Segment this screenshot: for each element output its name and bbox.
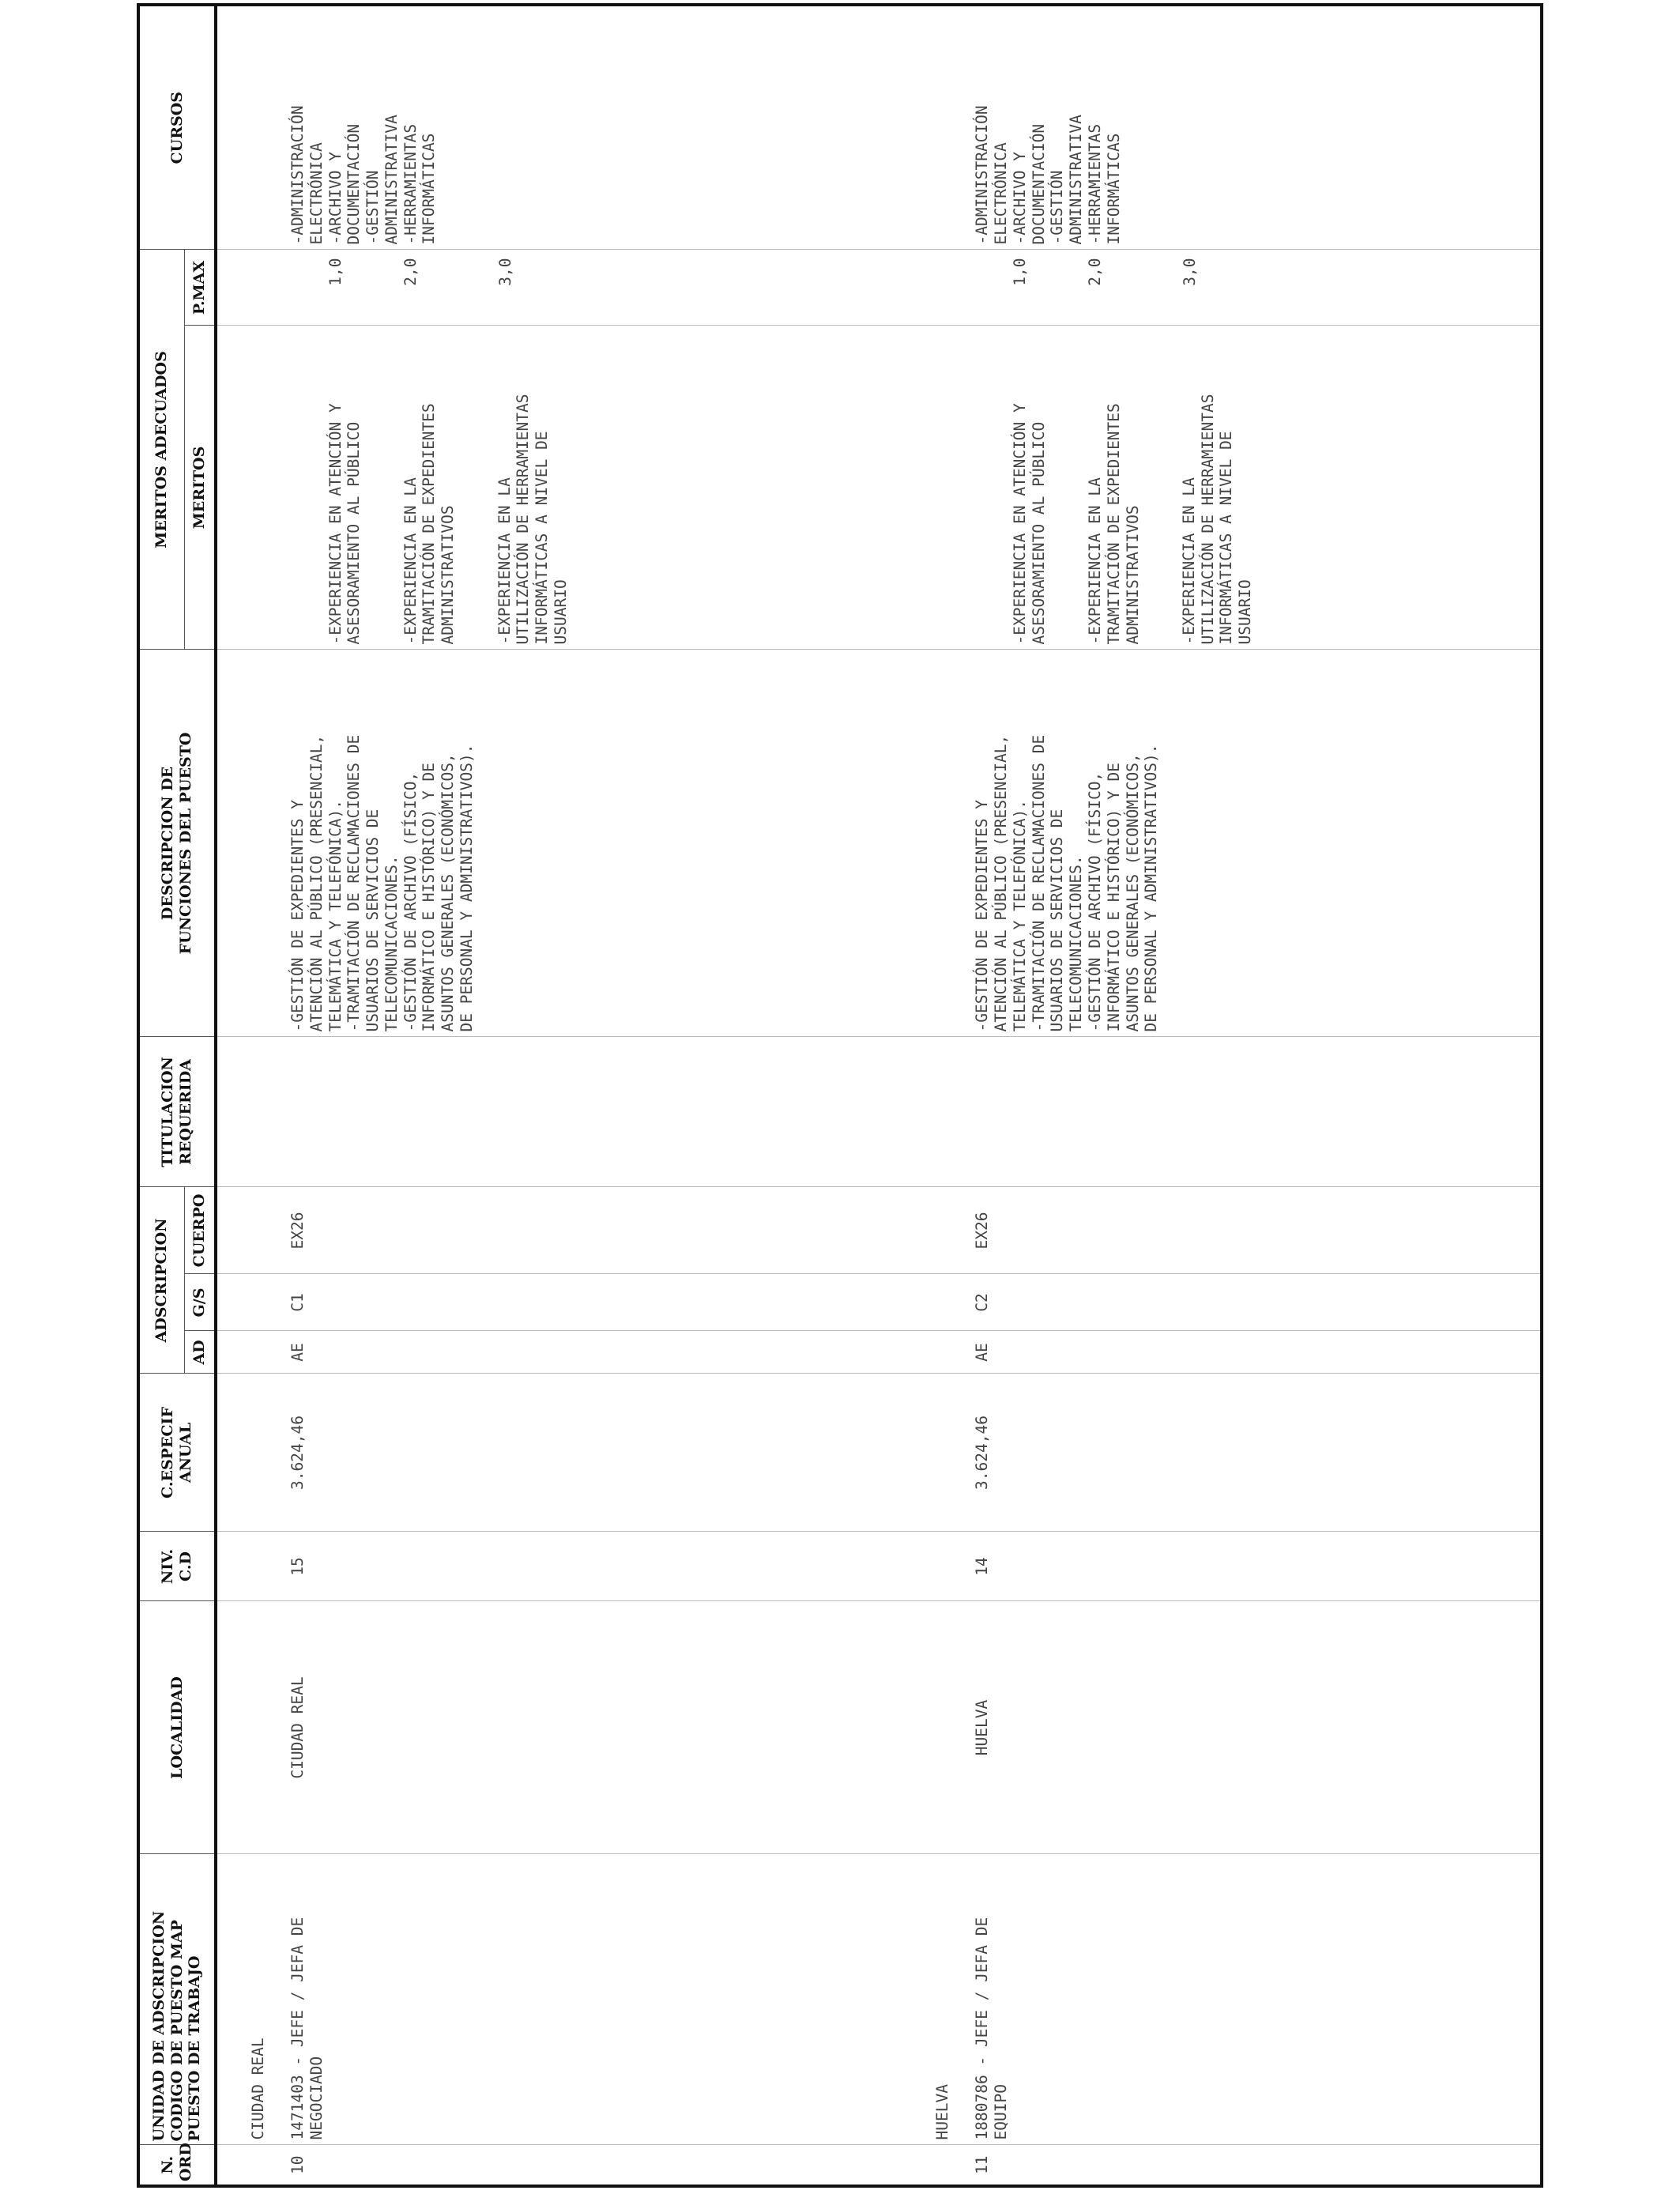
ad-cell: AE [268,1331,854,1374]
unit-name: HUELVA [854,1854,952,2145]
pmax-value: 3,0 [1180,258,1199,286]
meritos-cell [268,326,854,650]
c-especif-cell: 3.624,46 [268,1374,854,1532]
positions-table [137,3,1543,2188]
header-localidad: LOCALIDAD [138,1601,216,1854]
descripcion-cell: -GESTIÓN DE EXPEDIENTES Y ATENCIÓN AL PÚBLICO (PRESENCIAL, TELEMÁTICA Y TELEFÓNICA). -TRAMITACIÓN DE RECLAMACIONES DE USUARIOS DE SERVICIOS DE TELECOMUNICACIONES. -GESTIÓN DE ARCHIVO (FÍSICO, INFORMÁTICO E HISTÓRICO) Y DE ASUNTOS GENERALES (ECONÓMICOS, DE PERSONAL Y ADMINISTRATIVOS). [952,650,1539,1037]
localidad-cell: HUELVA [952,1601,1539,1854]
unit-row [854,5,952,2186]
merito-item: -EXPERIENCIA EN ATENCIÓN Y ASESORAMIENTO AL PÚBLICO [326,403,363,645]
header-cursos: CURSOS [138,5,216,250]
merito-item: -EXPERIENCIA EN LA UTILIZACIÓN DE HERRAMIENTAS INFORMÁTICAS A NIVEL DE USUARIO [1179,394,1255,645]
pmax-value: 1,0 [326,258,345,286]
cursos-cell: -ADMINISTRACIÓN ELECTRÓNICA -ARCHIVO Y DOCUMENTACIÓN -GESTIÓN ADMINISTRATIVA -HERRAMIENTAS INFORMÁTICAS [268,5,854,250]
cursos-cell: -ADMINISTRACIÓN ELECTRÓNICA -ARCHIVO Y DOCUMENTACIÓN -GESTIÓN ADMINISTRATIVA -HERRAMIENTAS INFORMÁTICAS [952,5,1539,250]
header-descripcion: DESCRIPCION DE FUNCIONES DEL PUESTO [138,650,216,1037]
table-row [952,5,1539,2186]
header-meritos-adecuados: MERITOS ADECUADOS [138,250,184,650]
header-titulacion: TITULACION REQUERIDA [138,1037,216,1187]
header-n-ord: N. ORD [138,2145,216,2186]
cuerpo-cell: EX26 [268,1187,854,1274]
merito-item: -EXPERIENCIA EN ATENCIÓN Y ASESORAMIENTO AL PÚBLICO [1010,403,1048,645]
merito-item: -EXPERIENCIA EN LA TRAMITACIÓN DE EXPEDIENTES ADMINISTRATIVOS [401,403,458,645]
gs-cell: C1 [268,1274,854,1331]
merito-item: -EXPERIENCIA EN LA TRAMITACIÓN DE EXPEDIENTES ADMINISTRATIVOS [1085,403,1142,645]
pmax-value: 1,0 [1010,258,1029,286]
ord-number: 10 [268,2145,854,2186]
ad-cell: AE [952,1331,1539,1374]
titulacion-cell [952,1037,1539,1187]
pmax-value: 2,0 [1086,258,1105,286]
pmax-value: 3,0 [495,258,514,286]
header-cuerpo: CUERPO [184,1187,216,1274]
pmax-value: 2,0 [401,258,420,286]
pmax-cell [952,250,1539,326]
unit-row [216,5,268,2186]
puesto-cell: 1880786 - JEFE / JEFA DE EQUIPO [952,1854,1539,2145]
header-unidad: UNIDAD DE ADSCRIPCION CODIGO DE PUESTO MAP PUESTO DE TRABAJO [138,1854,216,2145]
c-especif-cell: 3.624,46 [952,1374,1539,1532]
nivel-cell: 14 [952,1532,1539,1601]
header-ad: AD [184,1331,216,1374]
unit-name: CIUDAD REAL [216,1854,268,2145]
header-gs: G/S [184,1274,216,1331]
header-p-max: P.MAX [184,250,216,326]
cuerpo-cell: EX26 [952,1187,1539,1274]
gs-cell: C2 [952,1274,1539,1331]
header-meritos: MERITOS [184,326,216,650]
merito-item: -EXPERIENCIA EN LA UTILIZACIÓN DE HERRAMIENTAS INFORMÁTICAS A NIVEL DE USUARIO [495,394,570,645]
localidad-cell: CIUDAD REAL [268,1601,854,1854]
empty-space-row [1539,5,1542,2186]
meritos-cell [952,326,1539,650]
header-c-especif: C.ESPECIF ANUAL [138,1374,216,1532]
pmax-cell [268,250,854,326]
rotated-page [137,6,1543,2188]
titulacion-cell [268,1037,854,1187]
ord-number: 11 [952,2145,1539,2186]
descripcion-cell: -GESTIÓN DE EXPEDIENTES Y ATENCIÓN AL PÚBLICO (PRESENCIAL, TELEMÁTICA Y TELEFÓNICA). -TRAMITACIÓN DE RECLAMACIONES DE USUARIOS DE SERVICIOS DE TELECOMUNICACIONES. -GESTIÓN DE ARCHIVO (FÍSICO, INFORMÁTICO E HISTÓRICO) Y DE ASUNTOS GENERALES (ECONÓMICOS, DE PERSONAL Y ADMINISTRATIVOS). [268,650,854,1037]
puesto-cell: 1471403 - JEFE / JEFA DE NEGOCIADO [268,1854,854,2145]
header-nivel: NIV. C.D [138,1532,216,1601]
table-row [268,5,854,2186]
header-adscripcion: ADSCRIPCION [138,1187,184,1374]
nivel-cell: 15 [268,1532,854,1601]
